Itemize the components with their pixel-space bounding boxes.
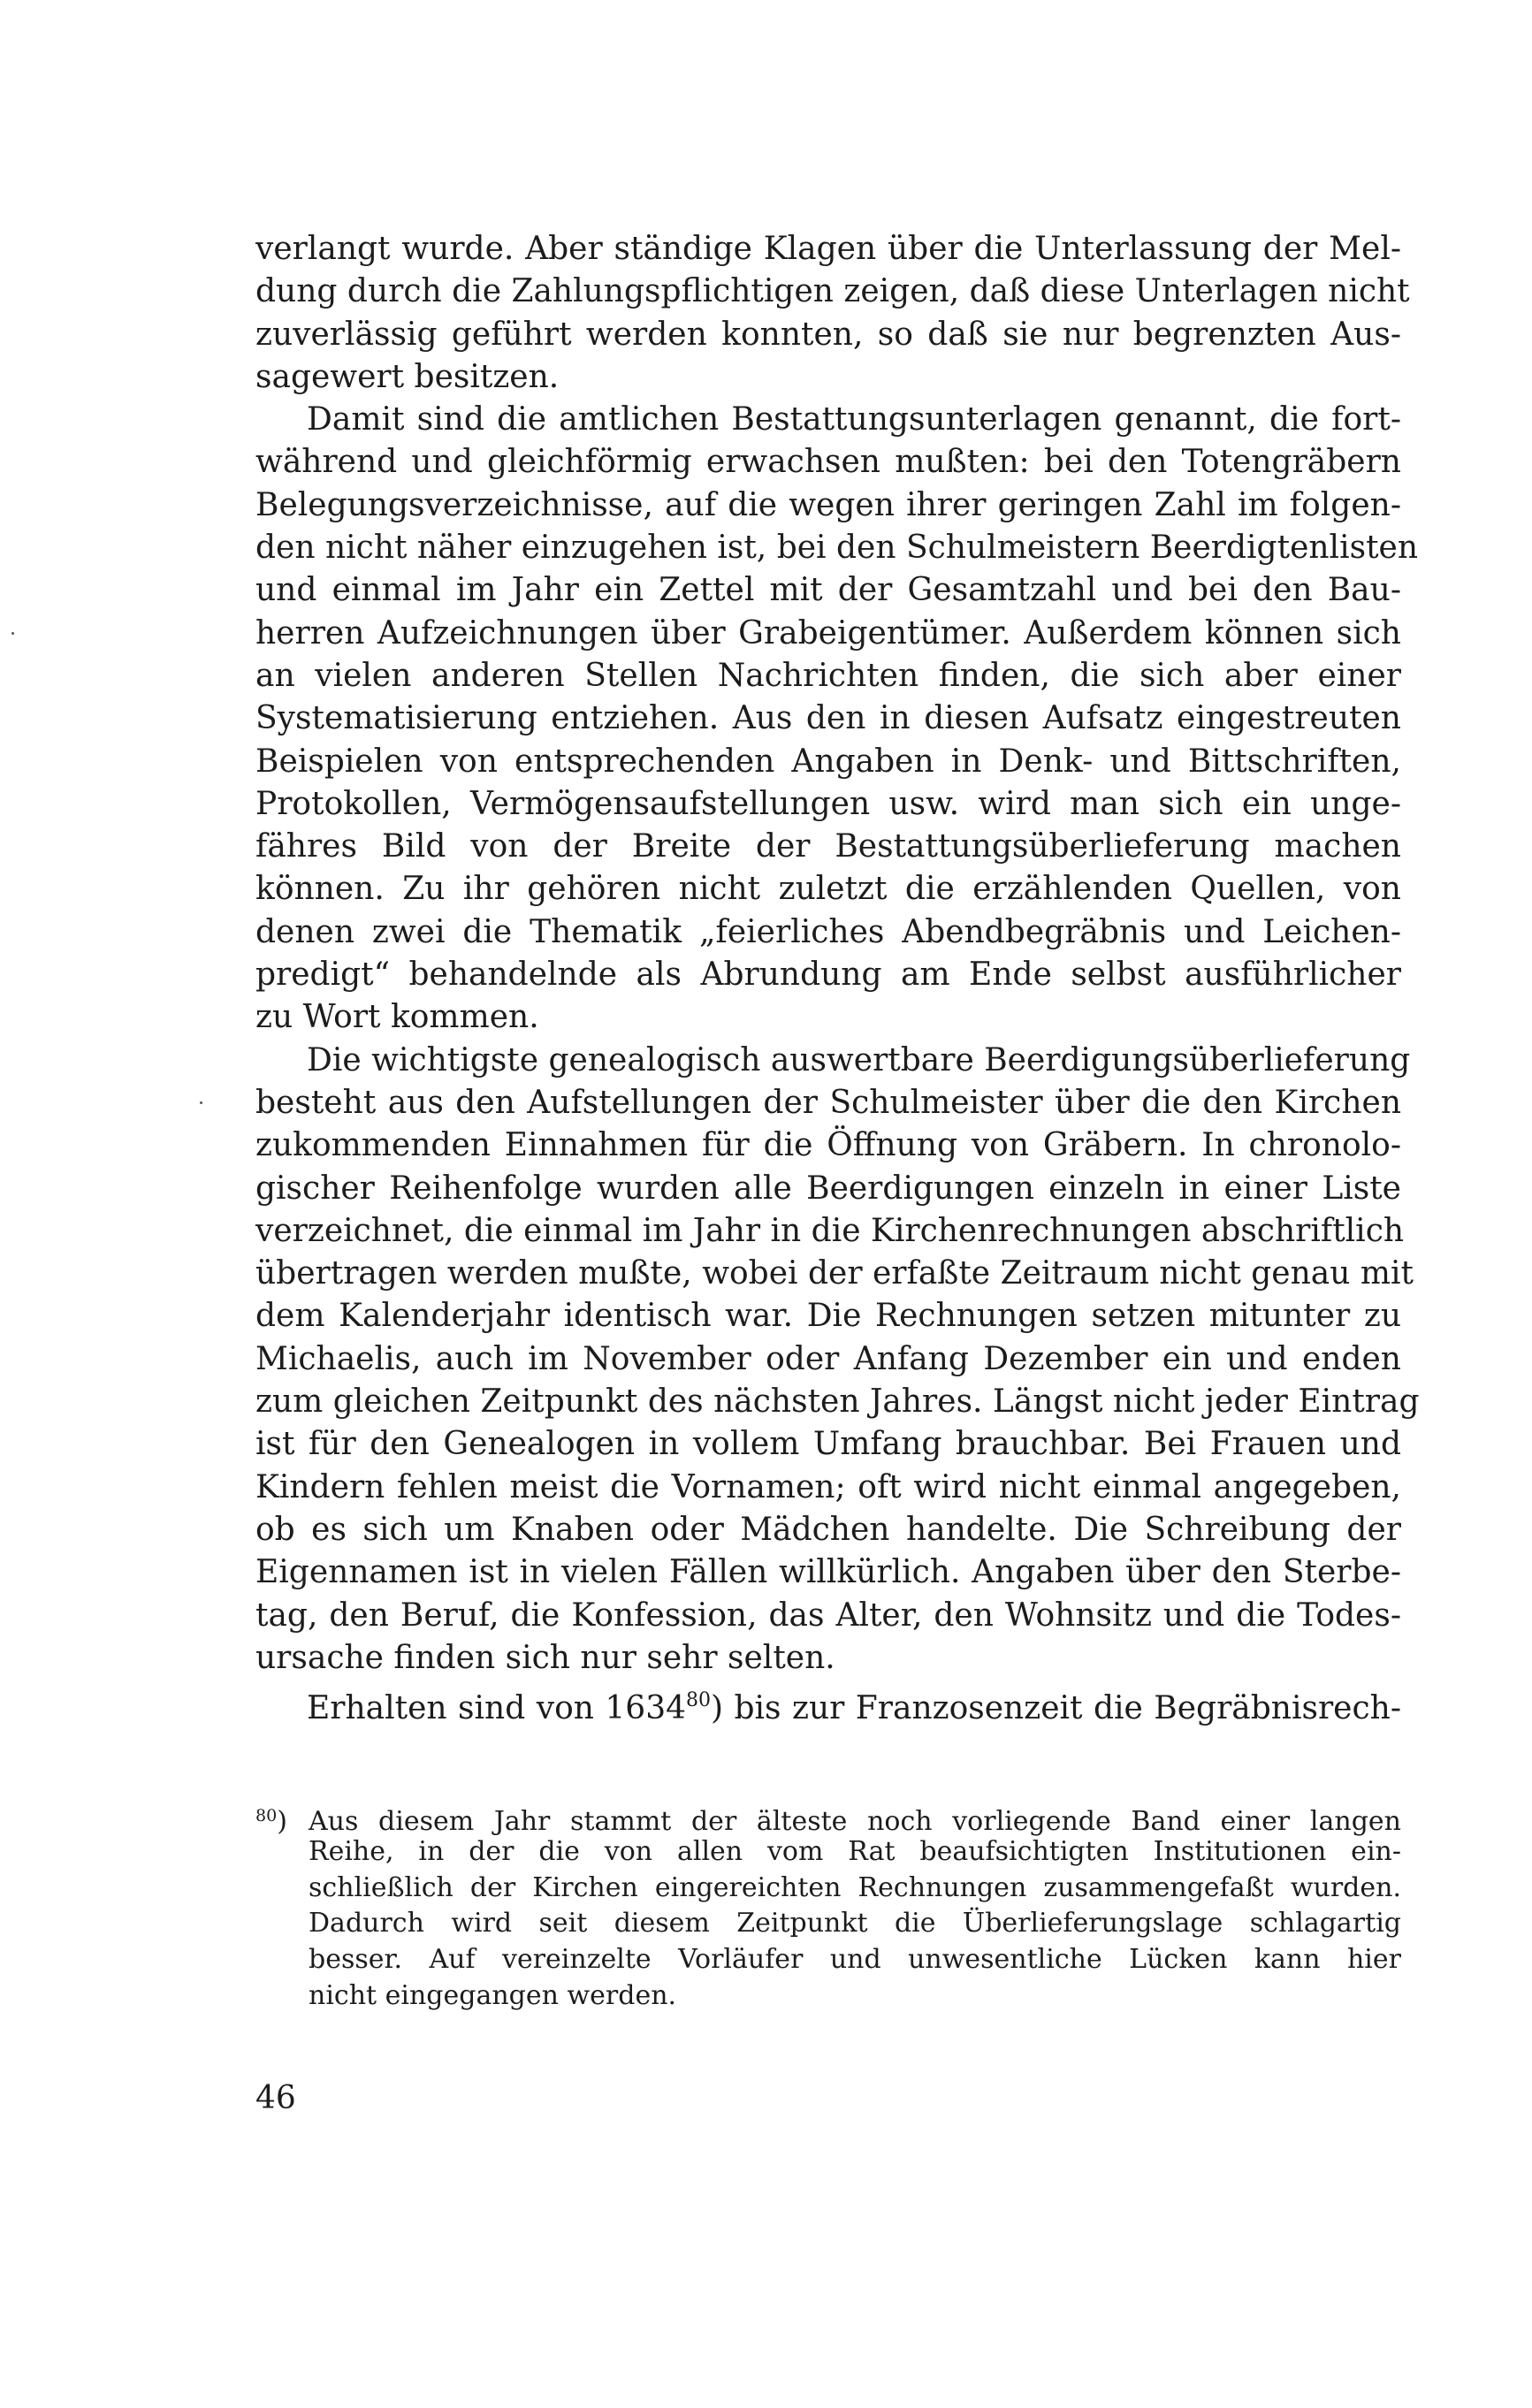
footnote-line: nicht eingegangen werden. bbox=[309, 1979, 677, 2011]
footnote-number: 80 bbox=[255, 1806, 278, 1825]
text-line: während und gleichförmig erwachsen mußten: bei den Totengräbern bbox=[255, 444, 1401, 481]
footnote-marker-paren: ) bbox=[277, 1806, 287, 1837]
footnote-line: Reihe, in der die von allen vom Rat beaufsichtigten Institutionen ein- bbox=[309, 1835, 1401, 1867]
body-text bbox=[255, 228, 1420, 1727]
footnote bbox=[255, 1798, 1401, 2015]
text-line: gischer Reihenfolge wurden alle Beerdigungen einzeln in einer Liste bbox=[255, 1170, 1401, 1207]
text-line: sagewert besitzen. bbox=[255, 358, 560, 395]
text-line: können. Zu ihr gehören nicht zuletzt die erzählenden Quellen, von bbox=[255, 871, 1401, 908]
text-line: zukommenden Einnahmen für die Öffnung von Gräbern. In chronolo- bbox=[255, 1127, 1401, 1164]
footnote-line bbox=[255, 1798, 1401, 1837]
text-fragment: Erhalten sind von 1634 bbox=[307, 1690, 686, 1727]
text-line bbox=[255, 1680, 1401, 1727]
text-line: Die wichtigste genealogisch auswertbare Beerdigungsüberlieferung bbox=[307, 1041, 1411, 1078]
text-line: predigt“ behandelnde als Abrundung am Ende selbst ausführlicher bbox=[255, 956, 1401, 994]
text-line: dung durch die Zahlungspflichtigen zeigen, daß diese Unterlagen nicht bbox=[255, 273, 1410, 310]
footnote-reference[interactable]: 80 bbox=[686, 1689, 711, 1712]
text-line: besteht aus den Aufstellungen der Schulmeister über die den Kirchen bbox=[255, 1084, 1401, 1121]
footnote-line: besser. Auf vereinzelte Vorläufer und unwesentliche Lücken kann hier bbox=[309, 1944, 1401, 1976]
text-line: Systematisierung entziehen. Aus den in diesen Aufsatz eingestreuten bbox=[255, 700, 1401, 737]
text-line: verzeichnet, die einmal im Jahr in die Kirchenrechnungen abschriftlich bbox=[255, 1212, 1405, 1249]
page-number: 46 bbox=[255, 2080, 296, 2116]
text-line: an vielen anderen Stellen Nachrichten finden, die sich aber einer bbox=[255, 657, 1401, 694]
text-fragment: ) bis zur Franzosenzeit die Begräbnisrech- bbox=[711, 1690, 1401, 1727]
footnote-marker bbox=[255, 1798, 309, 1840]
footnote-line: schließlich der Kirchen eingereichten Rechnungen zusammengefaßt wurden. bbox=[309, 1871, 1401, 1903]
text-line: dem Kalenderjahr identisch war. Die Rechnungen setzen mitunter zu bbox=[255, 1298, 1401, 1335]
text-line: denen zwei die Thematik „feierliches Abendbegräbnis und Leichen- bbox=[255, 913, 1401, 950]
text-line: Kindern fehlen meist die Vornamen; oft wird nicht einmal angegeben, bbox=[255, 1468, 1401, 1505]
text-line: Eigennamen ist in vielen Fällen willkürlich. Angaben über den Sterbe- bbox=[255, 1554, 1401, 1591]
text-line: fähres Bild von der Breite der Bestattungsüberlieferung machen bbox=[255, 828, 1401, 865]
text-line: und einmal im Jahr ein Zettel mit der Gesamtzahl und bei den Bau- bbox=[255, 572, 1401, 609]
text-line: tag, den Beruf, die Konfession, das Alter, den Wohnsitz und die Todes- bbox=[255, 1596, 1401, 1634]
text-line: Beispielen von entsprechenden Angaben in Denk- und Bittschriften, bbox=[255, 743, 1401, 780]
text-line: zum gleichen Zeitpunkt des nächsten Jahres. Längst nicht jeder Eintrag bbox=[255, 1383, 1420, 1421]
text-line: Belegungsverzeichnisse, auf die wegen ihrer geringen Zahl im folgen- bbox=[255, 486, 1401, 523]
text-line: zuverlässig geführt werden konnten, so daß sie nur begrenzten Aus- bbox=[255, 316, 1401, 353]
scan-speck bbox=[200, 1101, 202, 1104]
scan-speck bbox=[11, 632, 14, 635]
text-line: ob es sich um Knaben oder Mädchen handelte. Die Schreibung der bbox=[255, 1511, 1401, 1548]
text-line: verlangt wurde. Aber ständige Klagen über die Unterlassung der Mel- bbox=[255, 231, 1401, 267]
text-line: ist für den Genealogen in vollem Umfang brauchbar. Bei Frauen und bbox=[255, 1426, 1401, 1463]
text-line: den nicht näher einzugehen ist, bei den Schulmeistern Beerdigtenlisten bbox=[255, 530, 1419, 567]
text-line: Damit sind die amtlichen Bestattungsunterlagen genannt, die fort- bbox=[307, 401, 1401, 438]
text-line: Michaelis, auch im November oder Anfang Dezember ein und enden bbox=[255, 1340, 1401, 1377]
footnote-text: Aus diesem Jahr stammt der älteste noch vorliegende Band einer langen bbox=[309, 1806, 1401, 1837]
text-line: zu Wort kommen. bbox=[255, 999, 539, 1036]
text-line: ursache finden sich nur sehr selten. bbox=[255, 1639, 835, 1676]
text-line: übertragen werden mußte, wobei der erfaßte Zeitraum nicht genau mit bbox=[255, 1255, 1414, 1292]
footnote-line: Dadurch wird seit diesem Zeitpunkt die Überlieferungslage schlagartig bbox=[309, 1908, 1401, 1939]
text-line: herren Aufzeichnungen über Grabeigentümer. Außerdem können sich bbox=[255, 614, 1401, 652]
text-line: Protokollen, Vermögensaufstellungen usw. wird man sich ein unge- bbox=[255, 785, 1401, 822]
